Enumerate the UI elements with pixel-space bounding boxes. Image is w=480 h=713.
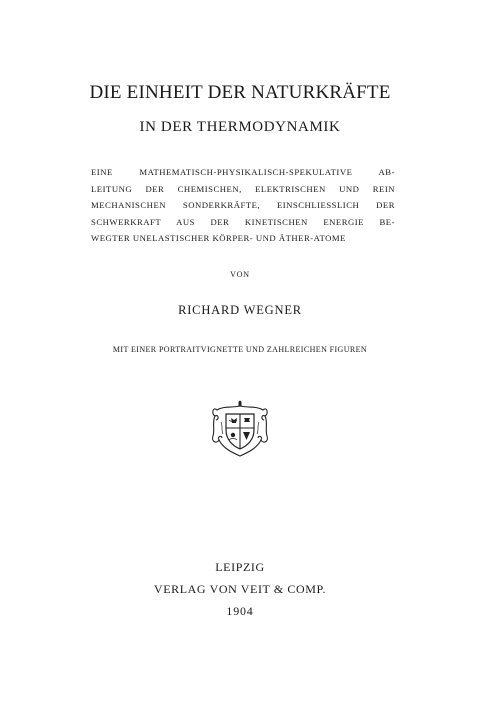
by-label: VON bbox=[230, 270, 250, 279]
publisher-crest-icon bbox=[209, 400, 271, 458]
book-description bbox=[91, 164, 395, 247]
figures-note: MIT EINER PORTRAITVIGNETTE UND ZAHLREICHEN FIGUREN bbox=[112, 345, 368, 354]
book-title: DIE EINHEIT DER NATURKRÄFTE bbox=[89, 82, 391, 103]
imprint-city: LEIPZIG bbox=[215, 560, 265, 574]
author-name: RICHARD WEGNER bbox=[178, 303, 302, 317]
imprint-publisher: VERLAG VON VEIT & COMP. bbox=[153, 582, 327, 596]
description-line: SCHWERKRAFT AUS DER KINETISCHEN ENERGIE BE- bbox=[91, 216, 395, 227]
description-line: LEITUNG DER CHEMISCHEN, ELEKTRISCHEN UND REIN bbox=[91, 183, 395, 194]
description-line: MECHANISCHEN SONDERKRÄFTE, EINSCHLIESSLICH DER bbox=[91, 200, 395, 210]
description-line: EINE MATHEMATISCH-PHYSIKALISCH-SPEKULATIVE AB- bbox=[91, 167, 395, 177]
book-subtitle: IN DER THERMODYNAMIK bbox=[139, 119, 341, 135]
imprint-year: 1904 bbox=[226, 604, 254, 618]
description-line: WEGTER UNELASTISCHER KÖRPER- UND ÄTHER-ATOME bbox=[91, 233, 346, 243]
